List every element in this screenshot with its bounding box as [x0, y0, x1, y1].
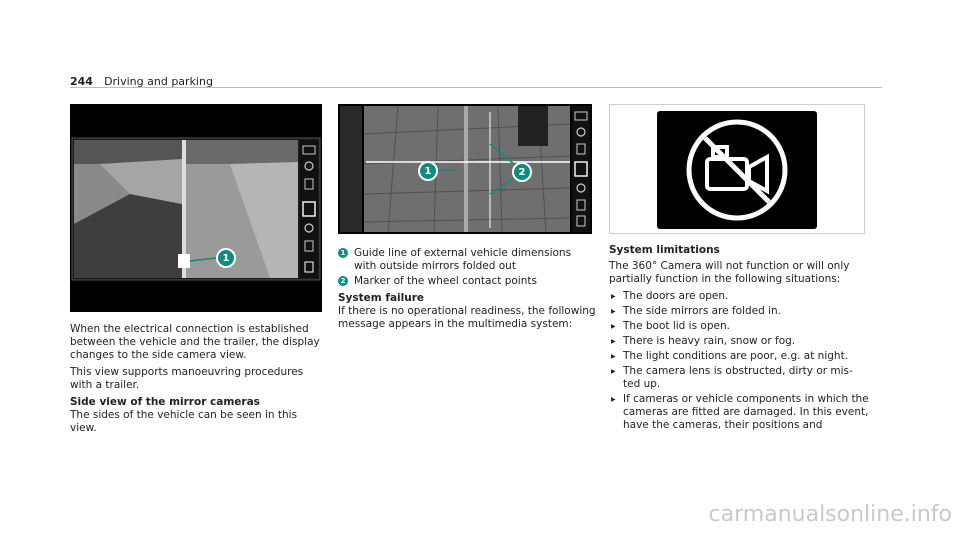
- camera-unavailable-screen: [657, 111, 817, 229]
- legend-number-1: 1: [338, 248, 348, 258]
- mirror-camera-illustration: [338, 104, 592, 234]
- callout-1-label: 1: [222, 252, 230, 264]
- list-item: ▶ The side mirrors are folded in.: [609, 305, 869, 318]
- column-2: [338, 247, 596, 335]
- legend-text-2: Marker of the wheel contact points: [354, 275, 537, 287]
- heading-system-limitations: System limitations: [609, 244, 720, 256]
- list-item: ▶ The doors are open.: [609, 290, 869, 303]
- list-item: ▶ The boot lid is open.: [609, 320, 869, 333]
- paragraph-connection: When the electrical connection is established between the vehicle and the trailer, the display changes to the side camera view.: [70, 323, 320, 361]
- callout-1-label: 1: [424, 165, 432, 177]
- paragraph-side-view: The sides of the vehicle can be seen in this view.: [70, 409, 298, 434]
- legend-number-2: 2: [338, 276, 348, 286]
- crossed-camera-icon: [657, 111, 817, 229]
- legend-item-1: [338, 247, 596, 273]
- watermark: carmanualsonline.info: [708, 502, 952, 527]
- paragraph-limitations-intro: The 360° Camera will not function or will only partially function in the following situations:: [609, 260, 850, 285]
- paragraph-system-failure: If there is no operational readiness, the following message appears in the multimedia system:: [338, 305, 596, 330]
- page-number: 244: [70, 75, 93, 88]
- callout-2-label: 2: [518, 166, 526, 178]
- trailer-camera-illustration: [70, 104, 322, 312]
- column-1: [70, 323, 325, 439]
- paragraph-manoeuvring: This view supports manoeuvring procedures with a trailer.: [70, 366, 304, 391]
- mirror-camera-figure: [338, 104, 592, 234]
- callout-1-marker: [216, 248, 236, 268]
- legend-item-2: [338, 275, 596, 288]
- legend-text-1: Guide line of external vehicle dimensions with outside mirrors folded out: [354, 247, 572, 272]
- list-item: ▶ The light conditions are poor, e.g. at night.: [609, 350, 869, 363]
- list-item: ▶ There is heavy rain, snow or fog.: [609, 335, 869, 348]
- heading-side-view: Side view of the mirror cameras: [70, 396, 260, 408]
- chapter-title: Driving and parking: [104, 75, 213, 88]
- camera-unavailable-figure: [609, 104, 865, 234]
- trailer-camera-figure: [70, 104, 322, 312]
- list-item: ▶ The camera lens is obstructed, dirty or mis- ted up.: [609, 365, 869, 391]
- callout-2-marker: [512, 162, 532, 182]
- callout-1-marker: [418, 161, 438, 181]
- page-header: [70, 70, 882, 88]
- column-3: [609, 244, 869, 434]
- list-item: ▶ If cameras or vehicle components in which the cameras are fitted are damaged. In this event, have the cameras, their positions and: [609, 393, 869, 432]
- limitations-list: [609, 290, 869, 432]
- heading-system-failure: System failure: [338, 292, 425, 304]
